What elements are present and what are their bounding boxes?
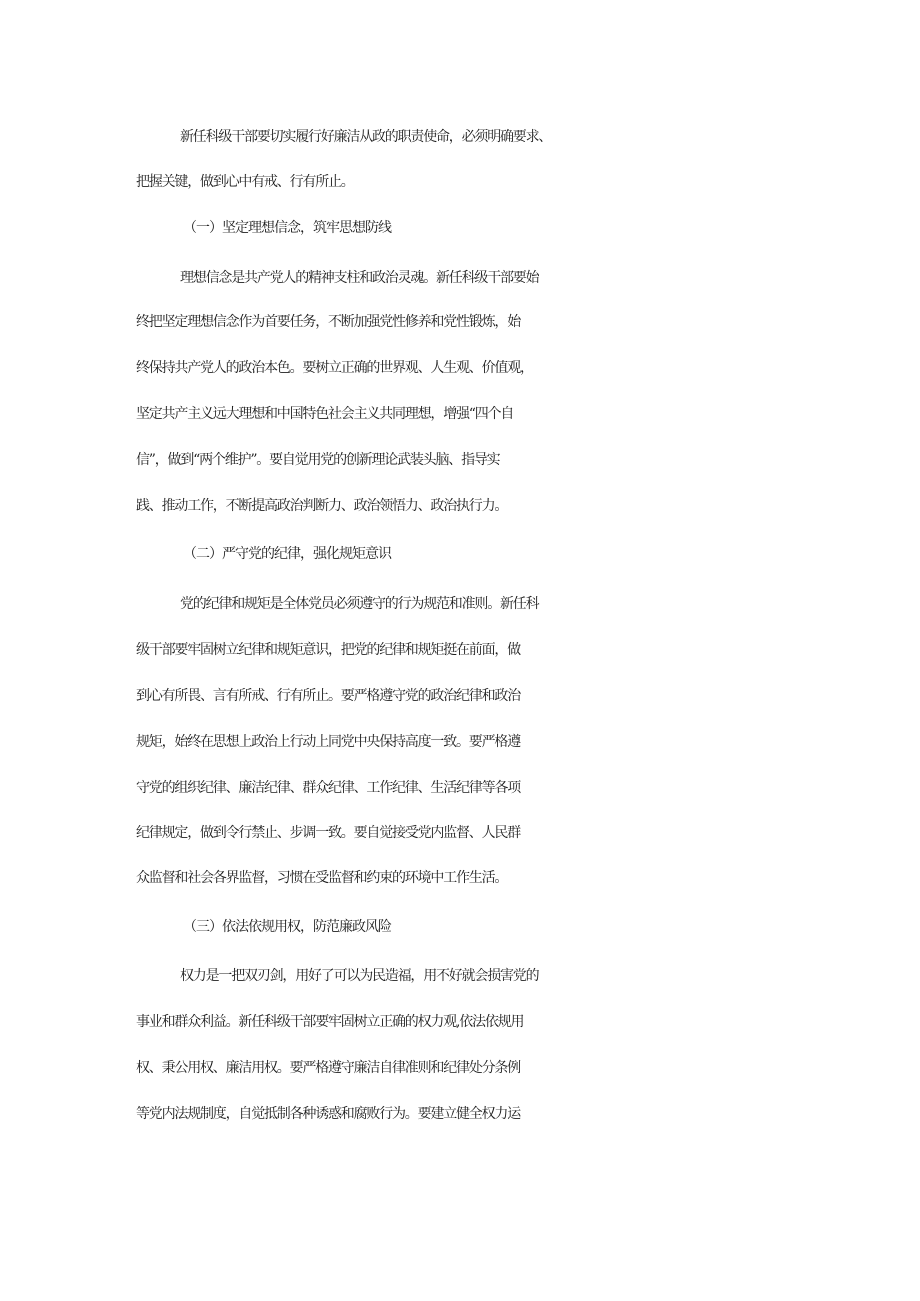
section-2-line-7: 众监督和社会各界监督，习惯在受监督和约束的环境中工作生活。	[136, 870, 508, 886]
section-3-line-2: 事业和群众利益。新任科级干部要牢固树立正确的权力观,依法依规用	[136, 1014, 524, 1030]
section-1-line-5: 信”，做到“两个维护”。要自觉用党的创新理论武装头脑、指导实	[136, 452, 500, 468]
section-1-line-3: 终保持共产党人的政治本色。要树立正确的世界观、人生观、价值观，	[136, 360, 533, 376]
section-1-line-4: 坚定共产主义远大理想和中国特色社会主义共同理想，增强“四个自	[136, 406, 514, 422]
section-1-line-2: 终把坚定理想信念作为首要任务，不断加强党性修养和党性锻炼，始	[136, 314, 520, 330]
section-3-heading: （三）依法依规用权，防范廉政风险	[183, 919, 391, 935]
section-3-line-4: 等党内法规制度，自觉抵制各种诱惑和腐败行为。要建立健全权力运	[136, 1106, 520, 1122]
section-2-line-4: 规矩，始终在思想上政治上行动上同党中央保持高度一致。要严格遵	[136, 734, 520, 750]
section-2-line-6: 纪律规定，做到令行禁止、步调一致。要自觉接受党内监督、人民群	[136, 825, 520, 841]
section-2-line-1: 党的纪律和规矩是全体党员必须遵守的行为规范和准则。新任科	[180, 596, 539, 612]
section-1-heading: （一）坚定理想信念，筑牢思想防线	[183, 220, 391, 236]
intro-line-2: 把握关键，做到心中有戒、行有所止。	[136, 174, 354, 190]
section-3-line-3: 权、秉公用权、廉洁用权。要严格遵守廉洁自律准则和纪律处分条例	[136, 1060, 520, 1076]
section-3-line-1: 权力是一把双刃剑，用好了可以为民造福，用不好就会损害党的	[180, 968, 539, 984]
section-2-heading: （二）严守党的纪律，强化规矩意识	[183, 546, 391, 562]
section-2-line-3: 到心有所畏、言有所戒、行有所止。要严格遵守党的政治纪律和政治	[136, 688, 520, 704]
section-1-line-6: 践、推动工作，不断提高政治判断力、政治领悟力、政治执行力。	[136, 498, 508, 514]
section-1-line-1: 理想信念是共产党人的精神支柱和政治灵魂。新任科级干部要始	[180, 270, 539, 286]
intro-line-1: 新任科级干部要切实履行好廉洁从政的职责使命，必须明确要求、	[180, 129, 552, 145]
section-2-line-5: 守党的组织纪律、廉洁纪律、群众纪律、工作纪律、生活纪律等各项	[136, 780, 520, 796]
section-2-line-2: 级干部要牢固树立纪律和规矩意识，把党的纪律和规矩挺在前面，做	[136, 642, 520, 658]
